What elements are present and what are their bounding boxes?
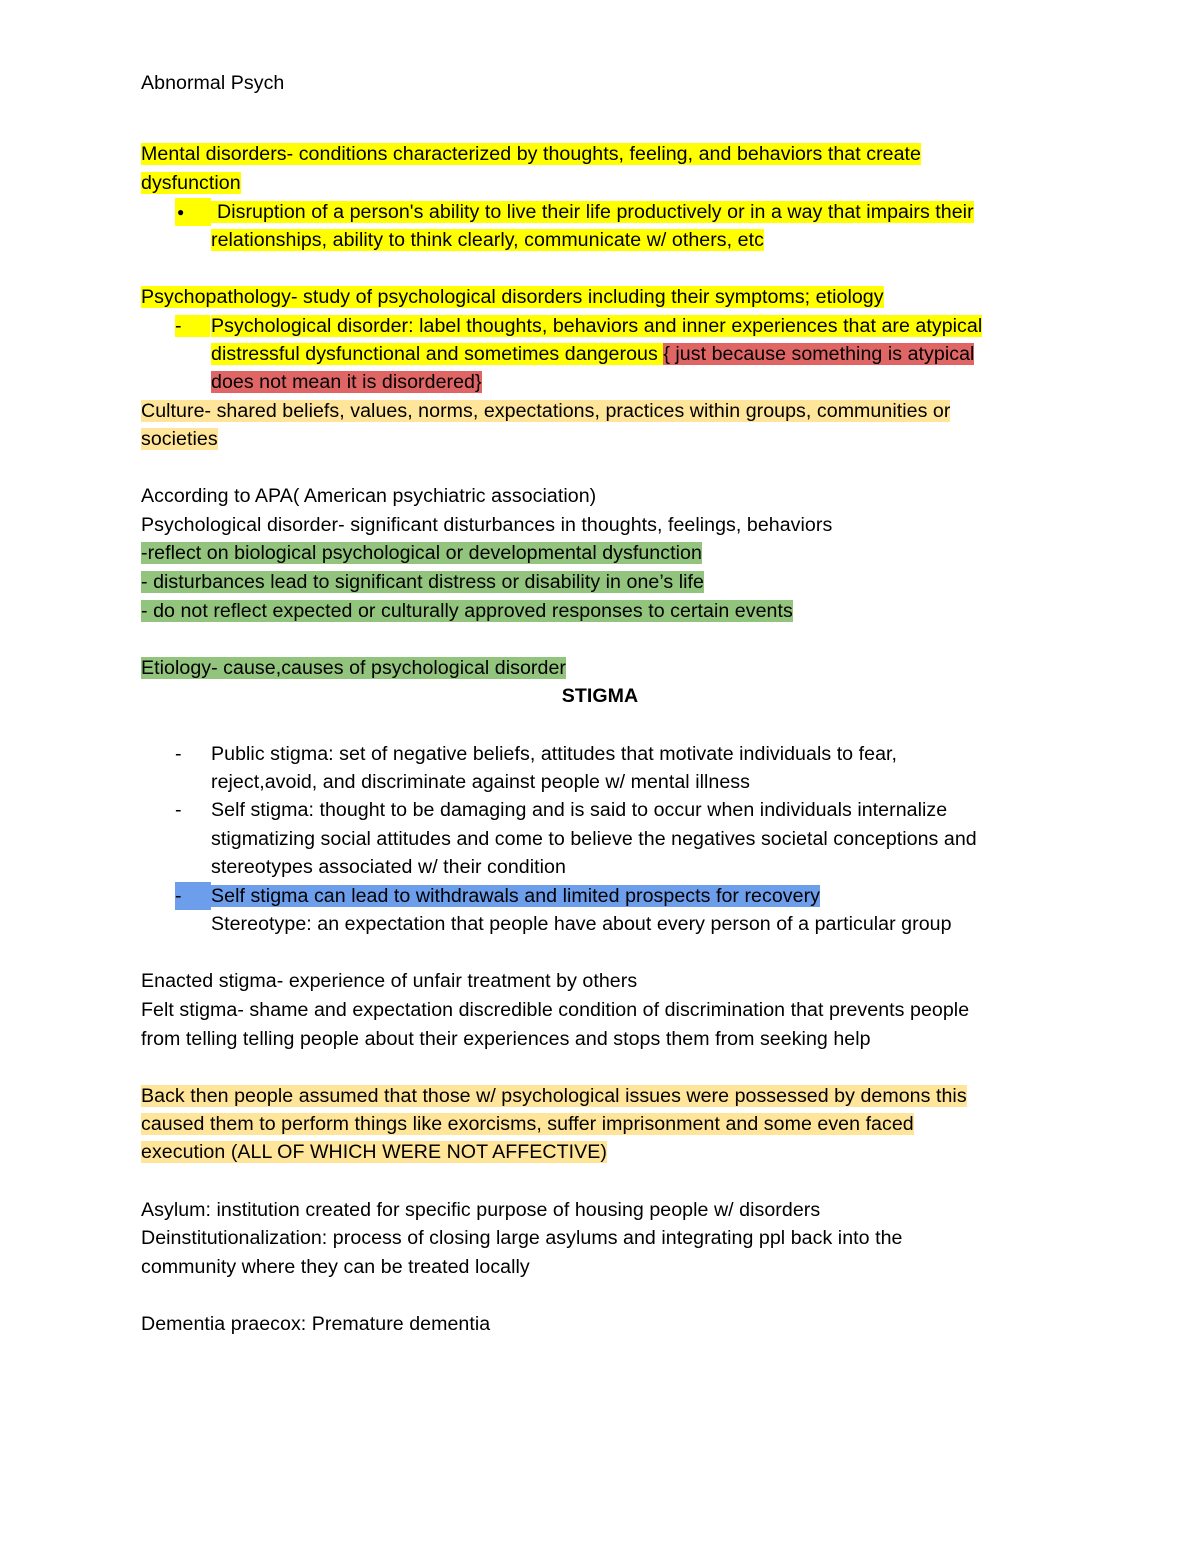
deinstitutionalization-line-1: Deinstitutionalization: process of closing large asylums and integrating ppl back into the [141, 1227, 903, 1249]
public-stigma-line-1: Public stigma: set of negative beliefs, attitudes that motivate individuals to fear, [211, 743, 897, 765]
apa-line-1: According to APA( American psychiatric association) [141, 485, 597, 507]
stigma-dash-2: - [175, 799, 182, 821]
back-then-line-3: execution (ALL OF WHICH WERE NOT AFFECTIVE) [141, 1141, 607, 1163]
stigma-dash-1: - [175, 743, 182, 765]
culture-line-1: Culture- shared beliefs, values, norms, expectations, practices within groups, communities or [141, 400, 951, 422]
mental-disorders-line-1: Mental disorders- conditions characterized by thoughts, feeling, and behaviors that create [141, 143, 921, 165]
mental-disorders-line-2: dysfunction [141, 172, 241, 194]
stereotype-line: Stereotype: an expectation that people have about every person of a particular group [211, 913, 952, 935]
psychological-disorder-line-2: distressful dysfunctional and sometimes dangerous { just because something is atypical [211, 343, 975, 365]
public-stigma-line-2: reject,avoid, and discriminate against people w/ mental illness [211, 771, 750, 793]
enacted-stigma-line: Enacted stigma- experience of unfair treatment by others [141, 970, 638, 992]
felt-stigma-line-2: from telling telling people about their experiences and stops them from seeking help [141, 1028, 871, 1050]
apa-point-1: -reflect on biological psychological or developmental dysfunction [141, 542, 702, 564]
dementia-praecox-line: Dementia praecox: Premature dementia [141, 1313, 491, 1335]
psychological-disorder-line-1: Psychological disorder: label thoughts, behaviors and inner experiences that are atypical [211, 315, 983, 337]
apa-line-2: Psychological disorder- significant disturbances in thoughts, feelings, behaviors [141, 514, 833, 536]
stigma-heading: STIGMA [561, 685, 639, 707]
felt-stigma-line-1: Felt stigma- shame and expectation discredible condition of discrimination that prevents people [141, 999, 970, 1021]
apa-point-3: - do not reflect expected or culturally approved responses to certain events [141, 600, 793, 622]
self-stigma-line-1: Self stigma: thought to be damaging and is said to occur when individuals internalize [211, 799, 948, 821]
asylum-line: Asylum: institution created for specific purpose of housing people w/ disorders [141, 1199, 821, 1221]
deinstitutionalization-line-2: community where they can be treated locally [141, 1256, 530, 1278]
mental-disorders-bullet-line-1: Disruption of a person's ability to live their life productively or in a way that impairs their [211, 198, 974, 226]
etiology-line: Etiology- cause,causes of psychological disorder [141, 657, 566, 679]
self-stigma-line-3: stereotypes associated w/ their condition [211, 856, 566, 878]
back-then-line-1: Back then people assumed that those w/ psychological issues were possessed by demons this [141, 1085, 967, 1107]
apa-point-2: - disturbances lead to significant distress or disability in one’s life [141, 571, 704, 593]
psychological-disorder-line-3: does not mean it is disordered} [211, 371, 482, 393]
back-then-line-2: caused them to perform things like exorcisms, suffer imprisonment and some even faced [141, 1113, 914, 1135]
self-stigma-line-2: stigmatizing social attitudes and come to believe the negatives societal conceptions and [211, 828, 977, 850]
document-title: Abnormal Psych [141, 72, 285, 94]
self-stigma-lead-line: -Self stigma can lead to withdrawals and limited prospects for recovery [175, 882, 820, 910]
mental-disorders-bullet-line-2: relationships, ability to think clearly, communicate w/ others, etc [211, 229, 764, 251]
psychopathology-dash: - [175, 312, 210, 340]
psychopathology-line: Psychopathology- study of psychological disorders including their symptoms; etiology [141, 286, 884, 308]
bullet-dot-icon: ● [175, 198, 211, 226]
culture-line-2: societies [141, 428, 218, 450]
